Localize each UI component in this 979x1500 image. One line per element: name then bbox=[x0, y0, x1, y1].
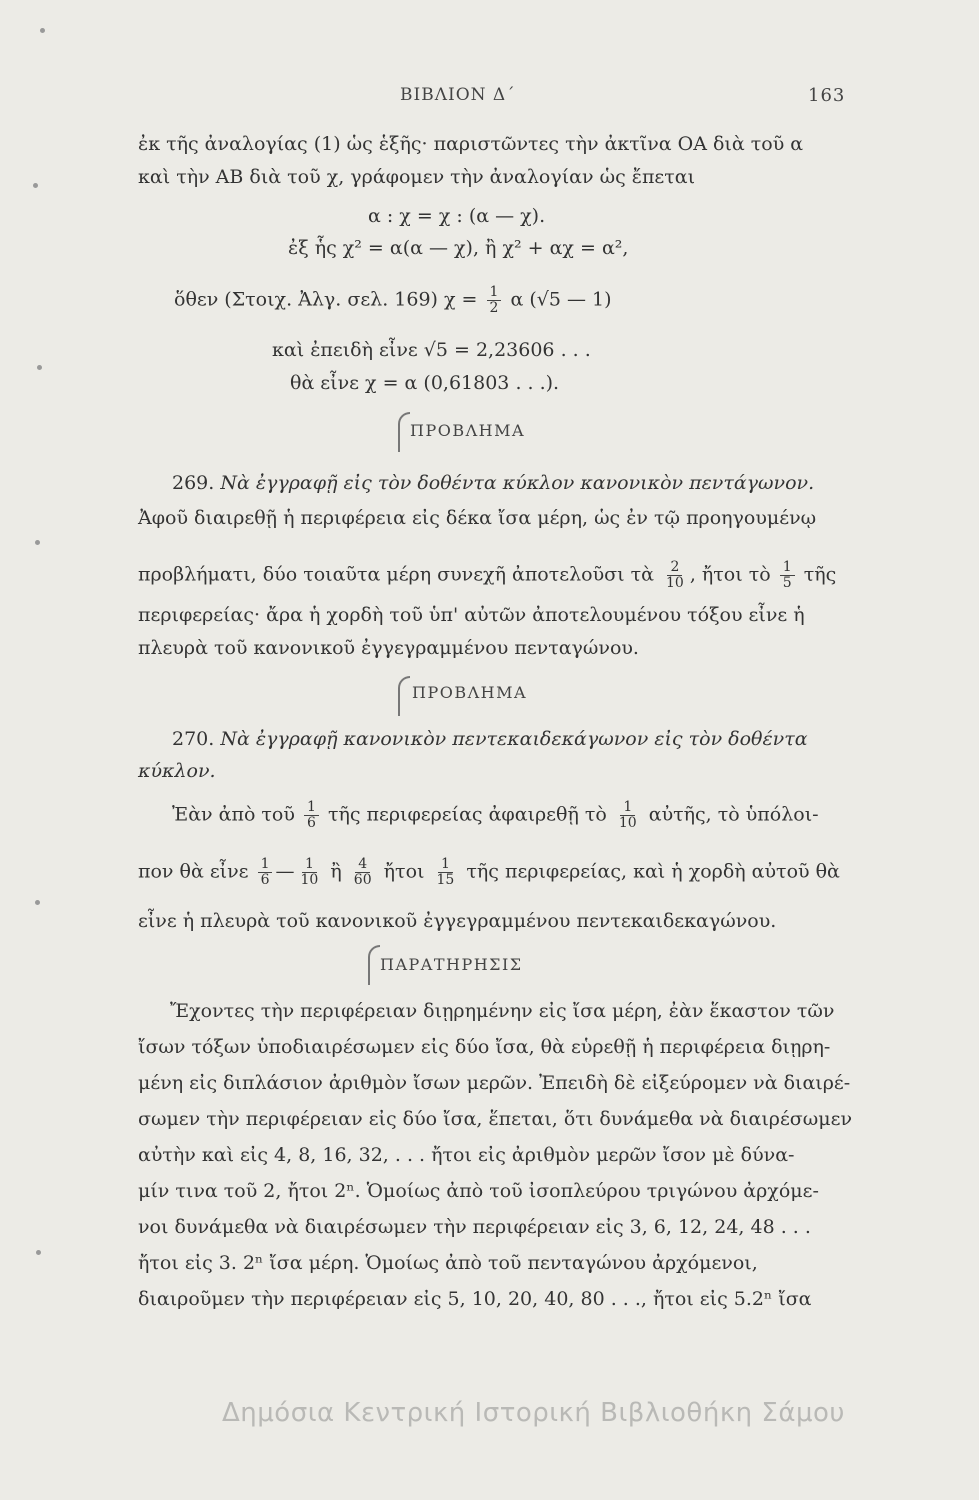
numerator: 4 bbox=[355, 857, 370, 873]
problem-number: 269. bbox=[172, 472, 215, 494]
fraction bbox=[434, 857, 458, 888]
scan-speck bbox=[35, 540, 40, 545]
text-line: περιφερείας· ἄρα ἡ χορδὴ τοῦ ὑπ' αὐτῶν ἀποτελουμένου τόξου εἶνε ἡ bbox=[138, 604, 805, 626]
text-line: Ἀφοῦ διαιρεθῇ ἡ περιφέρεια εἰς δέκα ἴσα μέρη, ὡς ἐν τῷ προηγουμένῳ bbox=[138, 507, 817, 529]
numerator: 1 bbox=[487, 285, 502, 301]
text-line: νοι δυνάμεθα νὰ διαιρέσωμεν τὴν περιφέρειαν εἰς 3, 6, 12, 24, 48 . . . bbox=[138, 1216, 811, 1238]
fraction bbox=[780, 560, 795, 591]
equation-text: α (√5 — 1) bbox=[510, 288, 612, 311]
scan-speck bbox=[37, 365, 42, 370]
text-line: ἤτοι εἰς 3. 2ⁿ ἴσα μέρη. Ὁμοίως ἀπὸ τοῦ πενταγώνου ἀρχόμενοι, bbox=[138, 1252, 758, 1274]
problem-title bbox=[172, 472, 814, 494]
text-span: τῆς bbox=[803, 563, 837, 586]
denominator: 10 bbox=[618, 815, 637, 831]
text-line bbox=[138, 560, 836, 591]
equation-line: θὰ εἶνε χ = α (0,61803 . . .). bbox=[290, 372, 560, 394]
text-line: πλευρὰ τοῦ κανονικοῦ ἐγγεγραμμένου πενταγώνου. bbox=[138, 637, 639, 659]
text-line bbox=[138, 857, 840, 888]
problem-number: 270. bbox=[172, 728, 215, 750]
heading-bracket bbox=[398, 676, 410, 716]
equation-text: ὅθεν (Στοιχ. Ἀλγ. σελ. 169) χ = bbox=[174, 288, 478, 311]
library-watermark: Δημόσια Κεντρική Ιστορική Βιβλιοθήκη Σάμου bbox=[222, 1398, 845, 1428]
text-line: σωμεν τὴν περιφέρειαν εἰς δύο ἴσα, ἕπεται, ὅτι δυνάμεθα νὰ διαιρέσωμεν bbox=[138, 1108, 852, 1130]
text-line: ἐκ τῆς ἀναλογίας (1) ὡς ἑξῆς· παριστῶντες τὴν ἀκτῖνα ΟΑ διὰ τοῦ α bbox=[138, 133, 804, 155]
text-span: ἢ bbox=[330, 860, 342, 883]
denominator: 6 bbox=[260, 872, 270, 888]
numerator: 1 bbox=[438, 857, 453, 873]
scan-speck bbox=[33, 183, 38, 188]
text-span: αὐτῆς, τὸ ὑπόλοι- bbox=[648, 803, 819, 826]
text-line bbox=[172, 800, 819, 831]
fraction bbox=[351, 857, 375, 888]
text-line: μίν τινα τοῦ 2, ἤτοι 2ⁿ. Ὁμοίως ἀπὸ τοῦ ἰσοπλεύρου τριγώνου ἀρχόμε- bbox=[138, 1180, 819, 1202]
denominator: 10 bbox=[665, 575, 684, 591]
text-line: διαιροῦμεν τὴν περιφέρειαν εἰς 5, 10, 20, 40, 80 . . ., ἤτοι εἰς 5.2ⁿ ἴσα bbox=[138, 1288, 812, 1310]
running-header: ΒΙΒΛΙΟΝ Δ΄ bbox=[400, 85, 516, 105]
text-span: τῆς περιφερείας, καὶ ἡ χορδὴ αὐτοῦ θὰ bbox=[466, 860, 840, 883]
problem-statement: Νὰ ἐγγραφῇ εἰς τὸν δοθέντα κύκλον κανονικὸν πεντάγωνον. bbox=[220, 472, 815, 494]
heading-bracket bbox=[398, 412, 410, 452]
fraction bbox=[616, 800, 640, 831]
numerator: 1 bbox=[304, 800, 319, 816]
denominator: 2 bbox=[489, 300, 499, 316]
text-span: Ἐὰν ἀπὸ τοῦ bbox=[172, 803, 295, 826]
equation-line: α : χ = χ : (α — χ). bbox=[368, 205, 546, 227]
text-line: Ἔχοντες τὴν περιφέρειαν διῃρημένην εἰς ἴσα μέρη, ἐὰν ἕκαστον τῶν bbox=[170, 1000, 835, 1022]
text-span: προβλήματι, δύο τοιαῦτα μέρη συνεχῆ ἀποτελοῦσι τὰ bbox=[138, 563, 654, 586]
scan-speck bbox=[36, 1250, 41, 1255]
text-line: αὐτὴν καὶ εἰς 4, 8, 16, 32, . . . ἤτοι εἰς ἀριθμὸν μερῶν ἴσον μὲ δύνα- bbox=[138, 1144, 795, 1166]
numerator: 1 bbox=[620, 800, 635, 816]
denominator: 6 bbox=[306, 815, 316, 831]
page-number: 163 bbox=[808, 85, 846, 106]
text-line: εἶνε ἡ πλευρὰ τοῦ κανονικοῦ ἐγγεγραμμένου πεντεκαιδεκαγώνου. bbox=[138, 910, 777, 932]
text-line: μένη εἰς διπλάσιον ἀριθμὸν ἴσων μερῶν. Ἐπειδὴ δὲ εἰξεύρομεν νὰ διαιρέ- bbox=[138, 1072, 851, 1094]
numerator: 1 bbox=[302, 857, 317, 873]
text-line: ἴσων τόξων ὑποδιαιρέσωμεν εἰς δύο ἴσα, θὰ εὑρεθῇ ἡ περιφέρεια διῃρη- bbox=[138, 1036, 831, 1058]
scan-speck bbox=[35, 900, 40, 905]
numerator: 1 bbox=[258, 857, 273, 873]
problem-statement: Νὰ ἐγγραφῇ κανονικὸν πεντεκαιδεκάγωνον εἰς τὸν δοθέντα bbox=[220, 728, 808, 750]
denominator: 10 bbox=[300, 872, 319, 888]
text-span: , ἤτοι τὸ bbox=[689, 563, 771, 586]
text-line: καὶ τὴν ΑΒ διὰ τοῦ χ, γράφομεν τὴν ἀναλογίαν ὡς ἔπεται bbox=[138, 166, 696, 188]
problem-title bbox=[172, 728, 808, 750]
text-span: ἤτοι bbox=[383, 860, 425, 883]
denominator: 60 bbox=[353, 872, 372, 888]
numerator: 1 bbox=[780, 560, 795, 576]
text-span: τῆς περιφερείας ἀφαιρεθῇ τὸ bbox=[327, 803, 607, 826]
remarks-heading: ΠΑΡΑΤΗΡΗΣΙΣ bbox=[380, 955, 523, 974]
numerator: 2 bbox=[667, 560, 682, 576]
minus-sign: — bbox=[275, 860, 295, 883]
heading-bracket bbox=[368, 945, 380, 985]
equation-line bbox=[174, 285, 612, 316]
denominator: 15 bbox=[436, 872, 455, 888]
fraction bbox=[304, 800, 319, 831]
fraction bbox=[663, 560, 687, 591]
text-span: πον θὰ εἶνε bbox=[138, 860, 249, 883]
equation-line: ἐξ ἧς χ² = α(α — χ), ἢ χ² + αχ = α², bbox=[288, 237, 629, 259]
problem-statement: κύκλον. bbox=[138, 760, 216, 782]
scan-speck bbox=[40, 28, 45, 33]
problem-heading: ΠΡΟΒΛΗΜΑ bbox=[412, 683, 528, 702]
fraction bbox=[297, 857, 321, 888]
fraction bbox=[487, 285, 502, 316]
fraction bbox=[258, 857, 273, 888]
denominator: 5 bbox=[782, 575, 792, 591]
equation-line: καὶ ἐπειδὴ εἶνε √5 = 2,23606 . . . bbox=[272, 339, 591, 361]
problem-heading: ΠΡΟΒΛΗΜΑ bbox=[410, 421, 526, 440]
